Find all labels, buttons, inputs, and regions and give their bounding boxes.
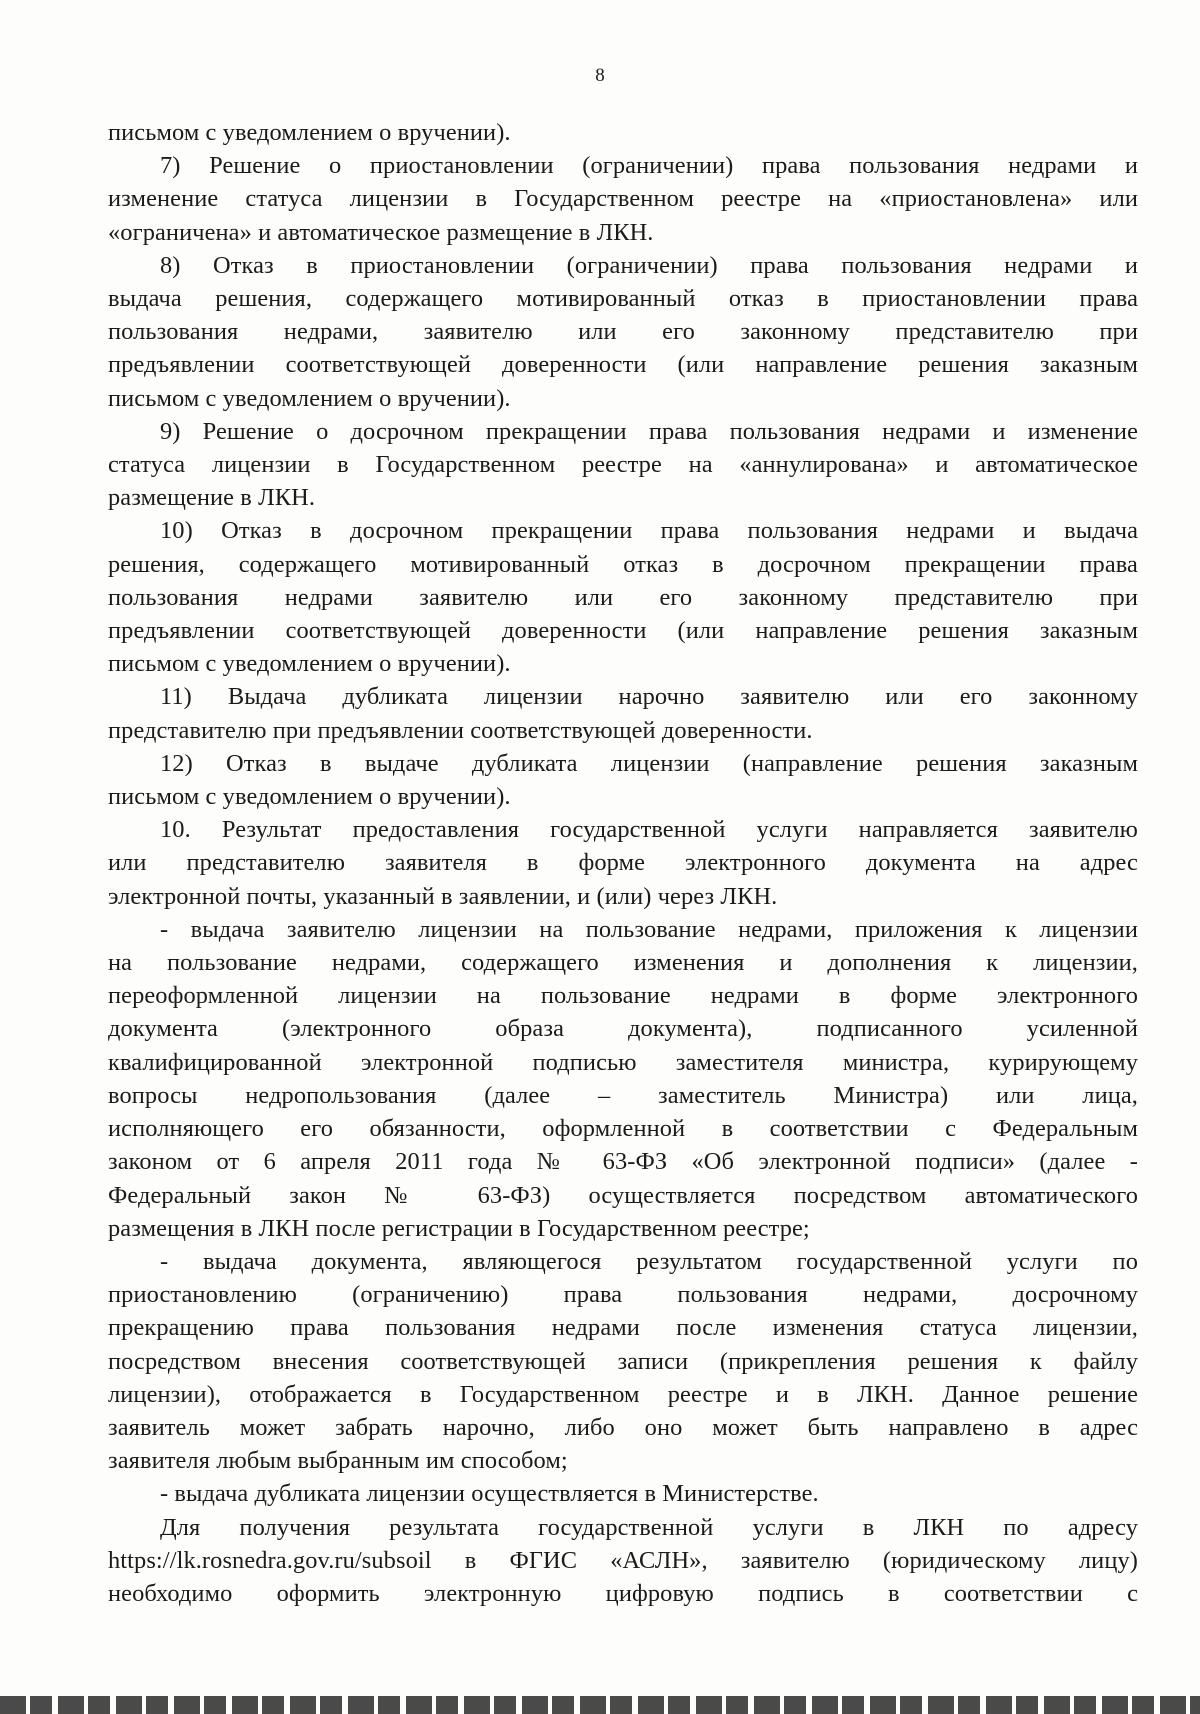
text-line: письмом с уведомлением о вручении). [108,384,511,412]
page-number: 8 [595,65,605,86]
text-line: представителю при предъявлении соответствующей доверенности. [108,716,813,744]
text-line: размещение в ЛКН. [108,484,316,512]
text-line: Федеральный закон № 63-ФЗ) осуществляется посредством автоматического [108,1181,1138,1209]
text-line: вопросы недропользования (далее – заместитель Министра) или лица, [108,1081,1138,1109]
text-line: заявитель может забрать нарочно, либо оно может быть направлено в адрес [108,1413,1138,1441]
text-line: необходимо оформить электронную цифровую подпись в соответствии с [108,1579,1138,1607]
text-line: 10. Результат предоставления государственной услуги направляется заявителю [160,816,1138,844]
text-line: переоформленной лицензии на пользование недрами в форме электронного [108,982,1138,1010]
text-line: https://lk.rosnedra.gov.ru/subsoil в ФГИС «АСЛН», заявителю (юридическому лицу) [108,1546,1138,1574]
text-line: статуса лицензии в Государственном реестре на «аннулирована» и автоматическое [108,451,1138,479]
document-body [108,116,1138,1610]
text-line: решения, содержащего мотивированный отказ в досрочном прекращении права [108,550,1138,578]
text-line: - выдача заявителю лицензии на пользование недрами, приложения к лицензии [160,915,1138,943]
text-line: документа (электронного образа документа), подписанного усиленной [108,1015,1138,1043]
text-line: посредством внесения соответствующей записи (прикрепления решения к файлу [108,1347,1138,1375]
text-line: приостановлению (ограничению) права пользования недрами, досрочному [108,1281,1138,1309]
text-line: 7) Решение о приостановлении (ограничении) права пользования недрами и [160,152,1138,180]
text-line: электронной почты, указанный в заявлении, и (или) через ЛКН. [108,882,778,910]
text-line: прекращению права пользования недрами после изменения статуса лицензии, [108,1314,1138,1342]
text-line: или представителю заявителя в форме электронного документа на адрес [108,849,1138,877]
text-line: предъявлении соответствующей доверенности (или направление решения заказным [108,351,1138,379]
scan-edge-artifact [0,1696,1200,1714]
text-line: на пользование недрами, содержащего изменения и дополнения к лицензии, [108,949,1138,977]
text-line: 10) Отказ в досрочном прекращении права пользования недрами и выдача [160,517,1138,545]
text-line: 8) Отказ в приостановлении (ограничении) права пользования недрами и [160,251,1138,279]
text-line: письмом с уведомлением о вручении). [108,783,511,811]
text-line: квалифицированной электронной подписью заместителя министра, курирующему [108,1048,1138,1076]
text-line: 9) Решение о досрочном прекращении права пользования недрами и изменение [160,417,1138,445]
text-line: лицензии), отображается в Государственном реестре и в ЛКН. Данное решение [108,1380,1138,1408]
text-line: письмом с уведомлением о вручении). [108,119,511,146]
text-line: пользования недрами, заявителю или его законному представителю при [108,318,1138,346]
text-line: «ограничена» и автоматическое размещение в ЛКН. [108,218,654,246]
text-line: исполняющего его обязанности, оформленной в соответствии с Федеральным [108,1115,1138,1143]
text-line: 12) Отказ в выдаче дубликата лицензии (направление решения заказным [160,749,1138,777]
text-line: заявителя любым выбранным им способом; [108,1447,568,1475]
text-line: законом от 6 апреля 2011 года № 63-ФЗ «Об электронной подписи» (далее - [108,1148,1138,1176]
text-line: 11) Выдача дубликата лицензии нарочно заявителю или его законному [160,683,1138,711]
text-line: выдача решения, содержащего мотивированный отказ в приостановлении права [108,285,1138,313]
text-line: письмом с уведомлением о вручении). [108,650,511,678]
text-line: размещения в ЛКН после регистрации в Государственном реестре; [108,1214,810,1242]
text-line: - выдача документа, являющегося результатом государственной услуги по [160,1247,1138,1275]
text-line: изменение статуса лицензии в Государственном реестре на «приостановлена» или [108,185,1138,213]
text-line: пользования недрами заявителю или его законному представителю при [108,583,1138,611]
text-line: - выдача дубликата лицензии осуществляется в Министерстве. [160,1480,819,1508]
text-line: предъявлении соответствующей доверенности (или направление решения заказным [108,617,1138,645]
text-line: Для получения результата государственной услуги в ЛКН по адресу [160,1513,1138,1541]
